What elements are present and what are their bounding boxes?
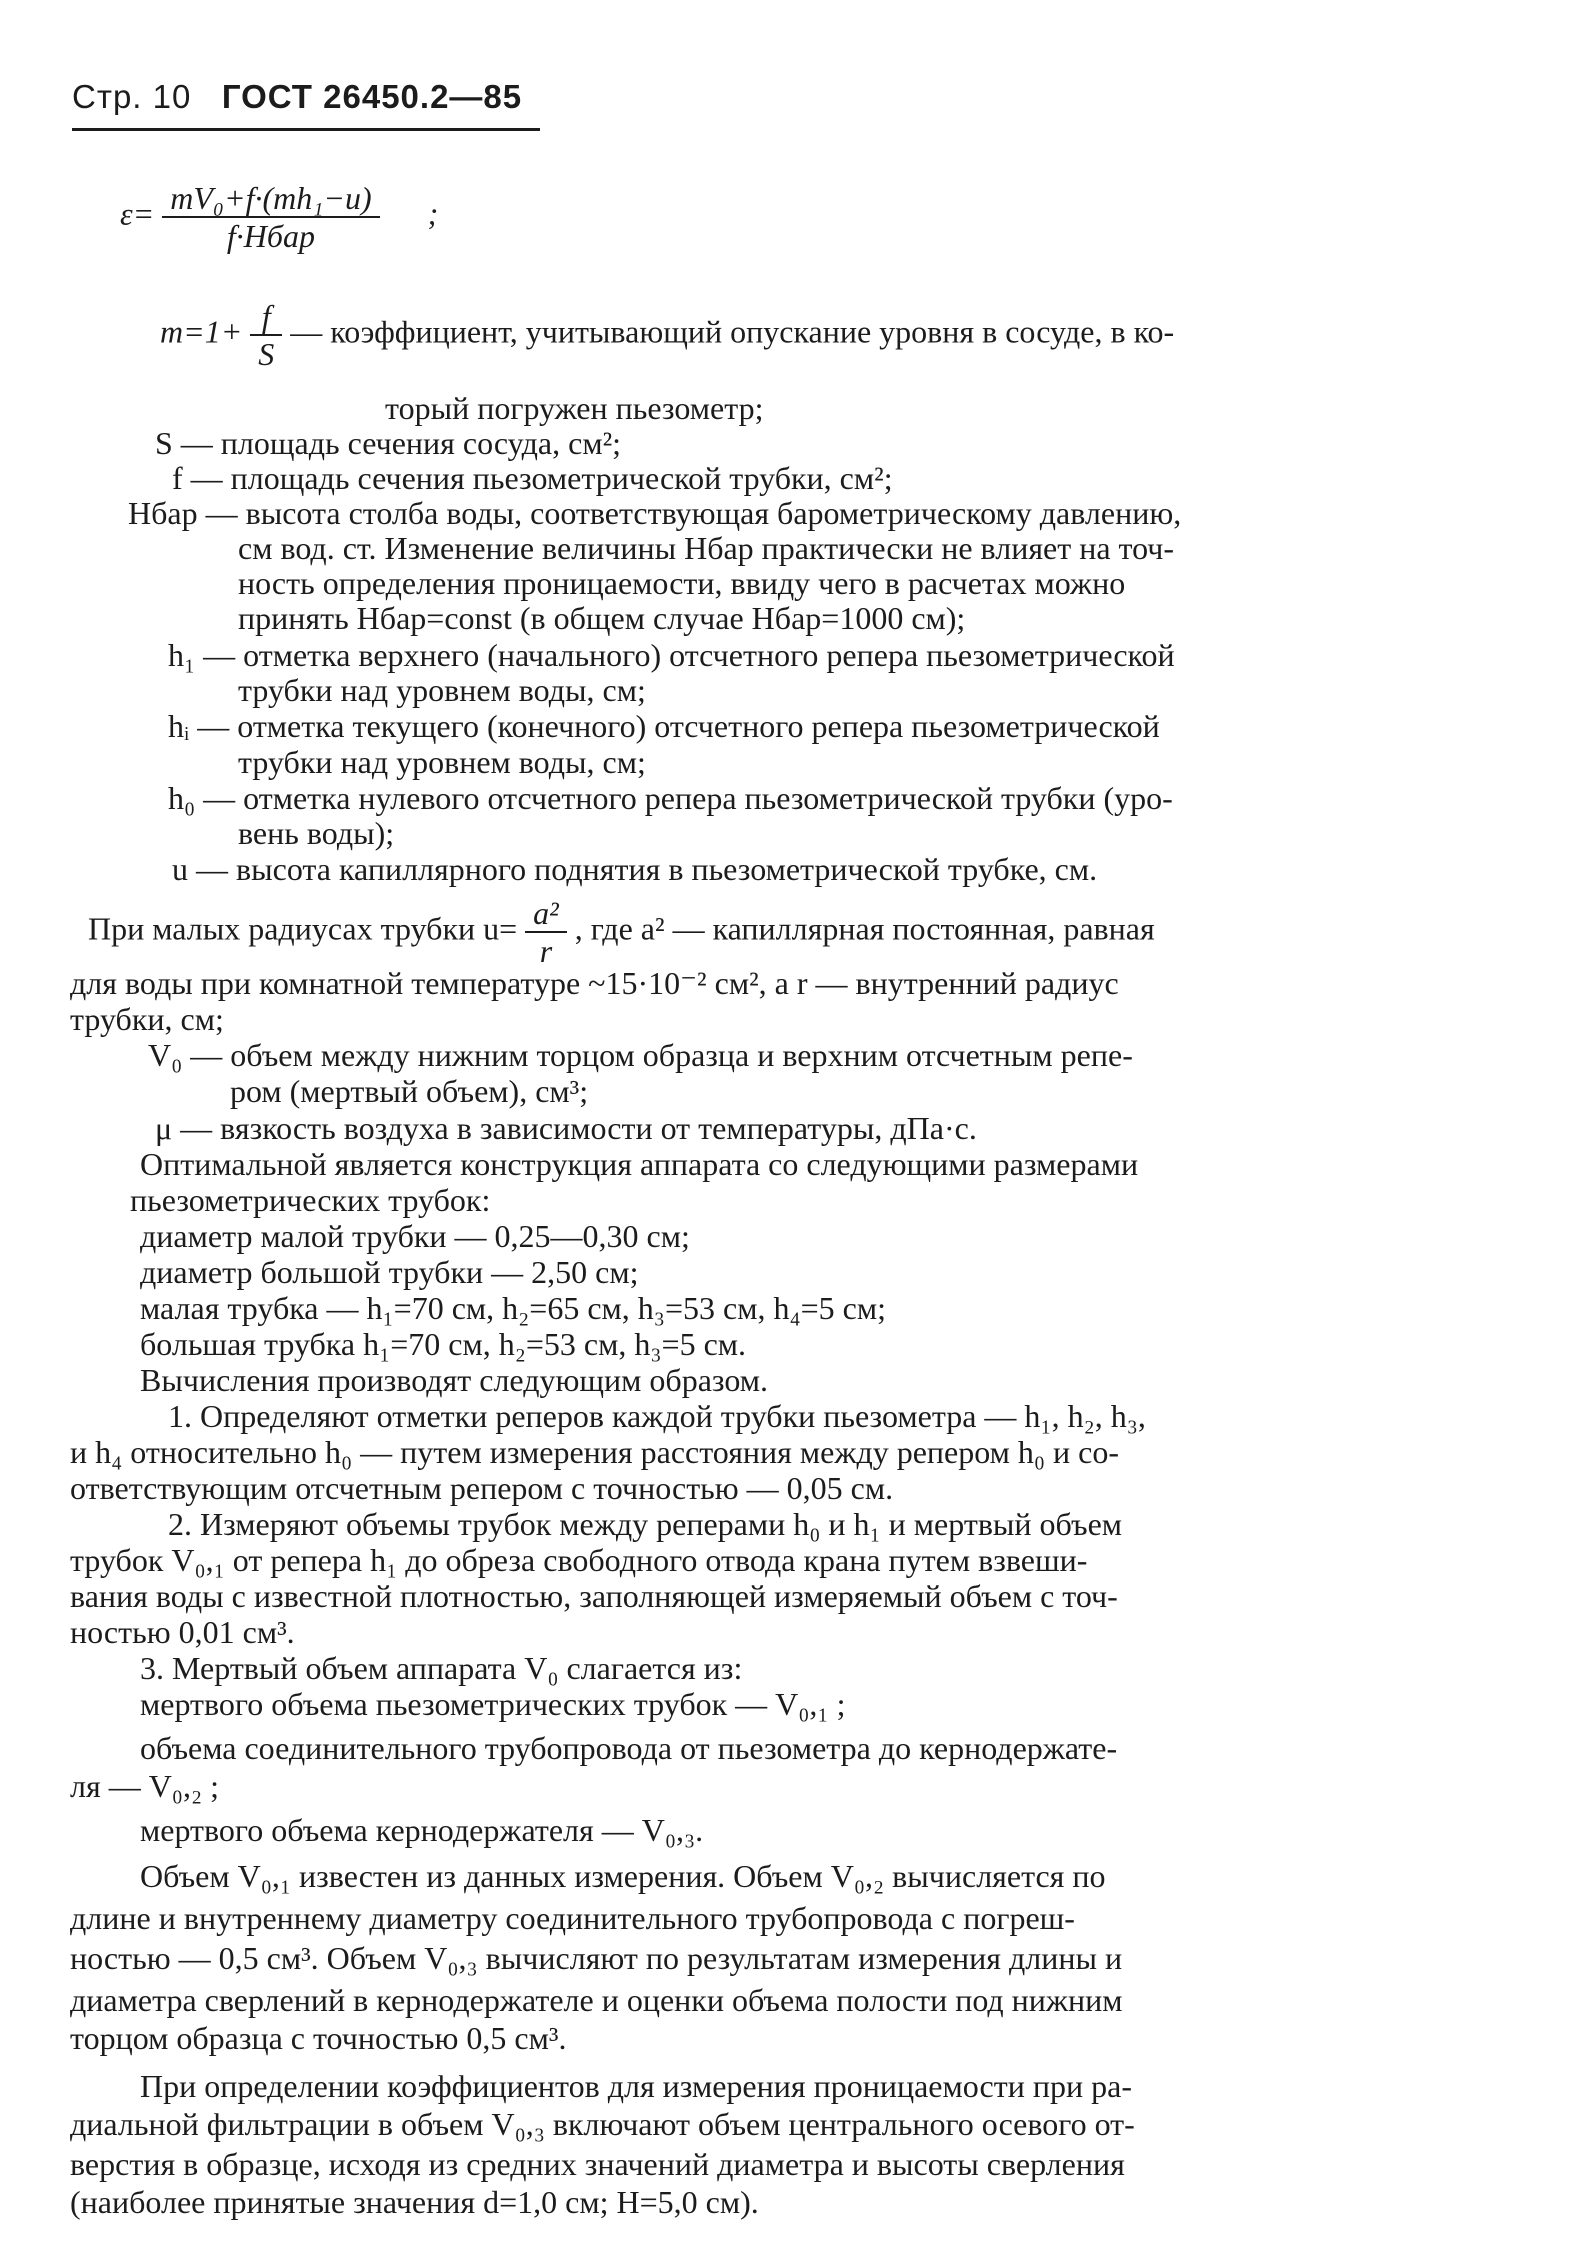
- text-line: малая трубка — h₁=70 см, h₂=65 см, h₃=53 см, h₄=5 см;: [140, 1290, 886, 1326]
- text-line: пьезометрических трубок:: [130, 1182, 491, 1218]
- formula-lhs: ε=: [120, 195, 155, 232]
- text-line: диаметр малой трубки — 0,25—0,30 см;: [140, 1218, 690, 1254]
- formula-description: — коэффициент, учитывающий опускание уровня в сосуде, в ко-: [290, 313, 1175, 350]
- text-line: трубок V₀,₁ от репера h₁ до обреза свободного отвода крана путем взвеши-: [70, 1542, 1088, 1578]
- text-line: ля — V₀,₂ ;: [70, 1768, 219, 1804]
- fraction-numerator: a²: [525, 895, 567, 933]
- text-line: торцом образца с точностью 0,5 см³.: [70, 2020, 567, 2056]
- fraction-denominator: f·Hбар: [226, 218, 315, 254]
- fraction: [162, 180, 379, 254]
- text-line: мертвого объема пьезометрических трубок — V₀,₁ ;: [140, 1686, 846, 1722]
- text-line: (наиболее принятые значения d=1,0 см; H=5,0 см).: [70, 2184, 759, 2220]
- text-line: вания воды с известной плотностью, заполняющей измеряемый объем с точ-: [70, 1578, 1118, 1614]
- formula-description: , где a² — капиллярная постоянная, равная: [574, 910, 1155, 947]
- formula-end: ;: [427, 195, 439, 232]
- text-line: длине и внутреннему диаметру соединительного трубопровода с погреш-: [70, 1900, 1075, 1936]
- text-line: h₀ — отметка нулевого отсчетного репера пьезометрической трубки (уро-: [168, 780, 1173, 816]
- text-line: большая трубка h₁=70 см, h₂=53 см, h₃=5 см.: [140, 1326, 747, 1362]
- page-number: Стр. 10: [72, 78, 192, 115]
- standard-number: ГОСТ 26450.2—85: [221, 78, 523, 115]
- text-line: u — высота капиллярного поднятия в пьезометрической трубке, см.: [172, 851, 1098, 887]
- text-line: диаметра сверлений в кернодержателе и оценки объема полости под нижним: [70, 1982, 1123, 2018]
- text-line: Объем V₀,₁ известен из данных измерения. Объем V₀,₂ вычисляется по: [140, 1858, 1106, 1894]
- formula-epsilon: [120, 180, 438, 254]
- formula-lhs: m=1+: [160, 313, 243, 350]
- text-line: трубки, см;: [70, 1001, 224, 1037]
- text-line: 3. Мертвый объем аппарата V₀ слагается из:: [140, 1650, 743, 1686]
- header-rule: [72, 128, 540, 131]
- text-line: h₁ — отметка верхнего (начального) отсчетного репера пьезометрической: [168, 637, 1175, 673]
- text-line: ром (мертвый объем), см³;: [230, 1073, 589, 1109]
- fraction: [525, 895, 567, 969]
- text-line: Оптимальной является конструкция аппарата со следующими размерами: [140, 1146, 1139, 1182]
- text-line: 1. Определяют отметки реперов каждой трубки пьезометра — h₁, h₂, h₃,: [168, 1398, 1146, 1434]
- text-line: мертвого объема кернодержателя — V₀,₃.: [140, 1812, 704, 1848]
- text-line: 2. Измеряют объемы трубок между реперами h₀ и h₁ и мертвый объем: [168, 1506, 1123, 1542]
- text-line: для воды при комнатной температуре ~15·10⁻² см², а r — внутренний радиус: [70, 965, 1119, 1001]
- text-line: S — площадь сечения сосуда, см²;: [155, 425, 622, 461]
- text-line: ностью 0,01 см³.: [70, 1614, 295, 1650]
- text-line: V₀ — объем между нижним торцом образца и верхним отсчетным репе-: [148, 1037, 1133, 1073]
- text-line: диаметр большой трубки — 2,50 см;: [140, 1254, 639, 1290]
- text-line: Hбар — высота столба воды, соответствующая барометрическому давлению,: [128, 495, 1182, 531]
- text-line: принять Hбар=const (в общем случае Hбар=1000 см);: [238, 600, 966, 636]
- text-line: объема соединительного трубопровода от пьезометра до кернодержате-: [140, 1730, 1118, 1766]
- text-line: торый погружен пьезометр;: [385, 390, 764, 426]
- text-line: hᵢ — отметка текущего (конечного) отсчетного репера пьезометрической: [168, 708, 1160, 744]
- formula-lhs: При малых радиусах трубки u=: [88, 910, 518, 947]
- text-line: вень воды);: [238, 815, 395, 851]
- fraction-denominator: r: [539, 933, 553, 969]
- text-line: При определении коэффициентов для измерения проницаемости при ра-: [140, 2068, 1132, 2104]
- text-line: диальной фильтрации в объем V₀,₃ включают объем центрального осевого от-: [70, 2106, 1135, 2142]
- text-line: и h₄ относительно h₀ — путем измерения расстояния между репером h₀ и со-: [70, 1434, 1120, 1470]
- text-line: Вычисления производят следующим образом.: [140, 1362, 768, 1398]
- text-line: ответствующим отсчетным репером с точностью — 0,05 см.: [70, 1470, 894, 1506]
- fraction-denominator: S: [258, 336, 275, 372]
- fraction-numerator: mV₀+f·(mh₁−u): [162, 180, 379, 218]
- text-line: верстия в образце, исходя из средних значений диаметра и высоты сверления: [70, 2146, 1125, 2182]
- text-line: трубки над уровнем воды, см;: [238, 672, 646, 708]
- text-line: μ — вязкость воздуха в зависимости от температуры, дПа·с.: [155, 1110, 977, 1146]
- text-line: f — площадь сечения пьезометрической трубки, см²;: [172, 460, 893, 496]
- text-line: ность определения проницаемости, ввиду чего в расчетах можно: [238, 565, 1126, 601]
- fraction-numerator: f: [250, 298, 282, 336]
- formula-u: [88, 895, 1155, 969]
- text-line: см вод. ст. Изменение величины Hбар практически не влияет на точ-: [238, 530, 1175, 566]
- formula-m: [160, 298, 1174, 372]
- text-line: ностью — 0,5 см³. Объем V₀,₃ вычисляют по результатам измерения длины и: [70, 1940, 1123, 1976]
- fraction: [250, 298, 282, 372]
- text-line: трубки над уровнем воды, см;: [238, 744, 646, 780]
- page-header: [72, 78, 522, 116]
